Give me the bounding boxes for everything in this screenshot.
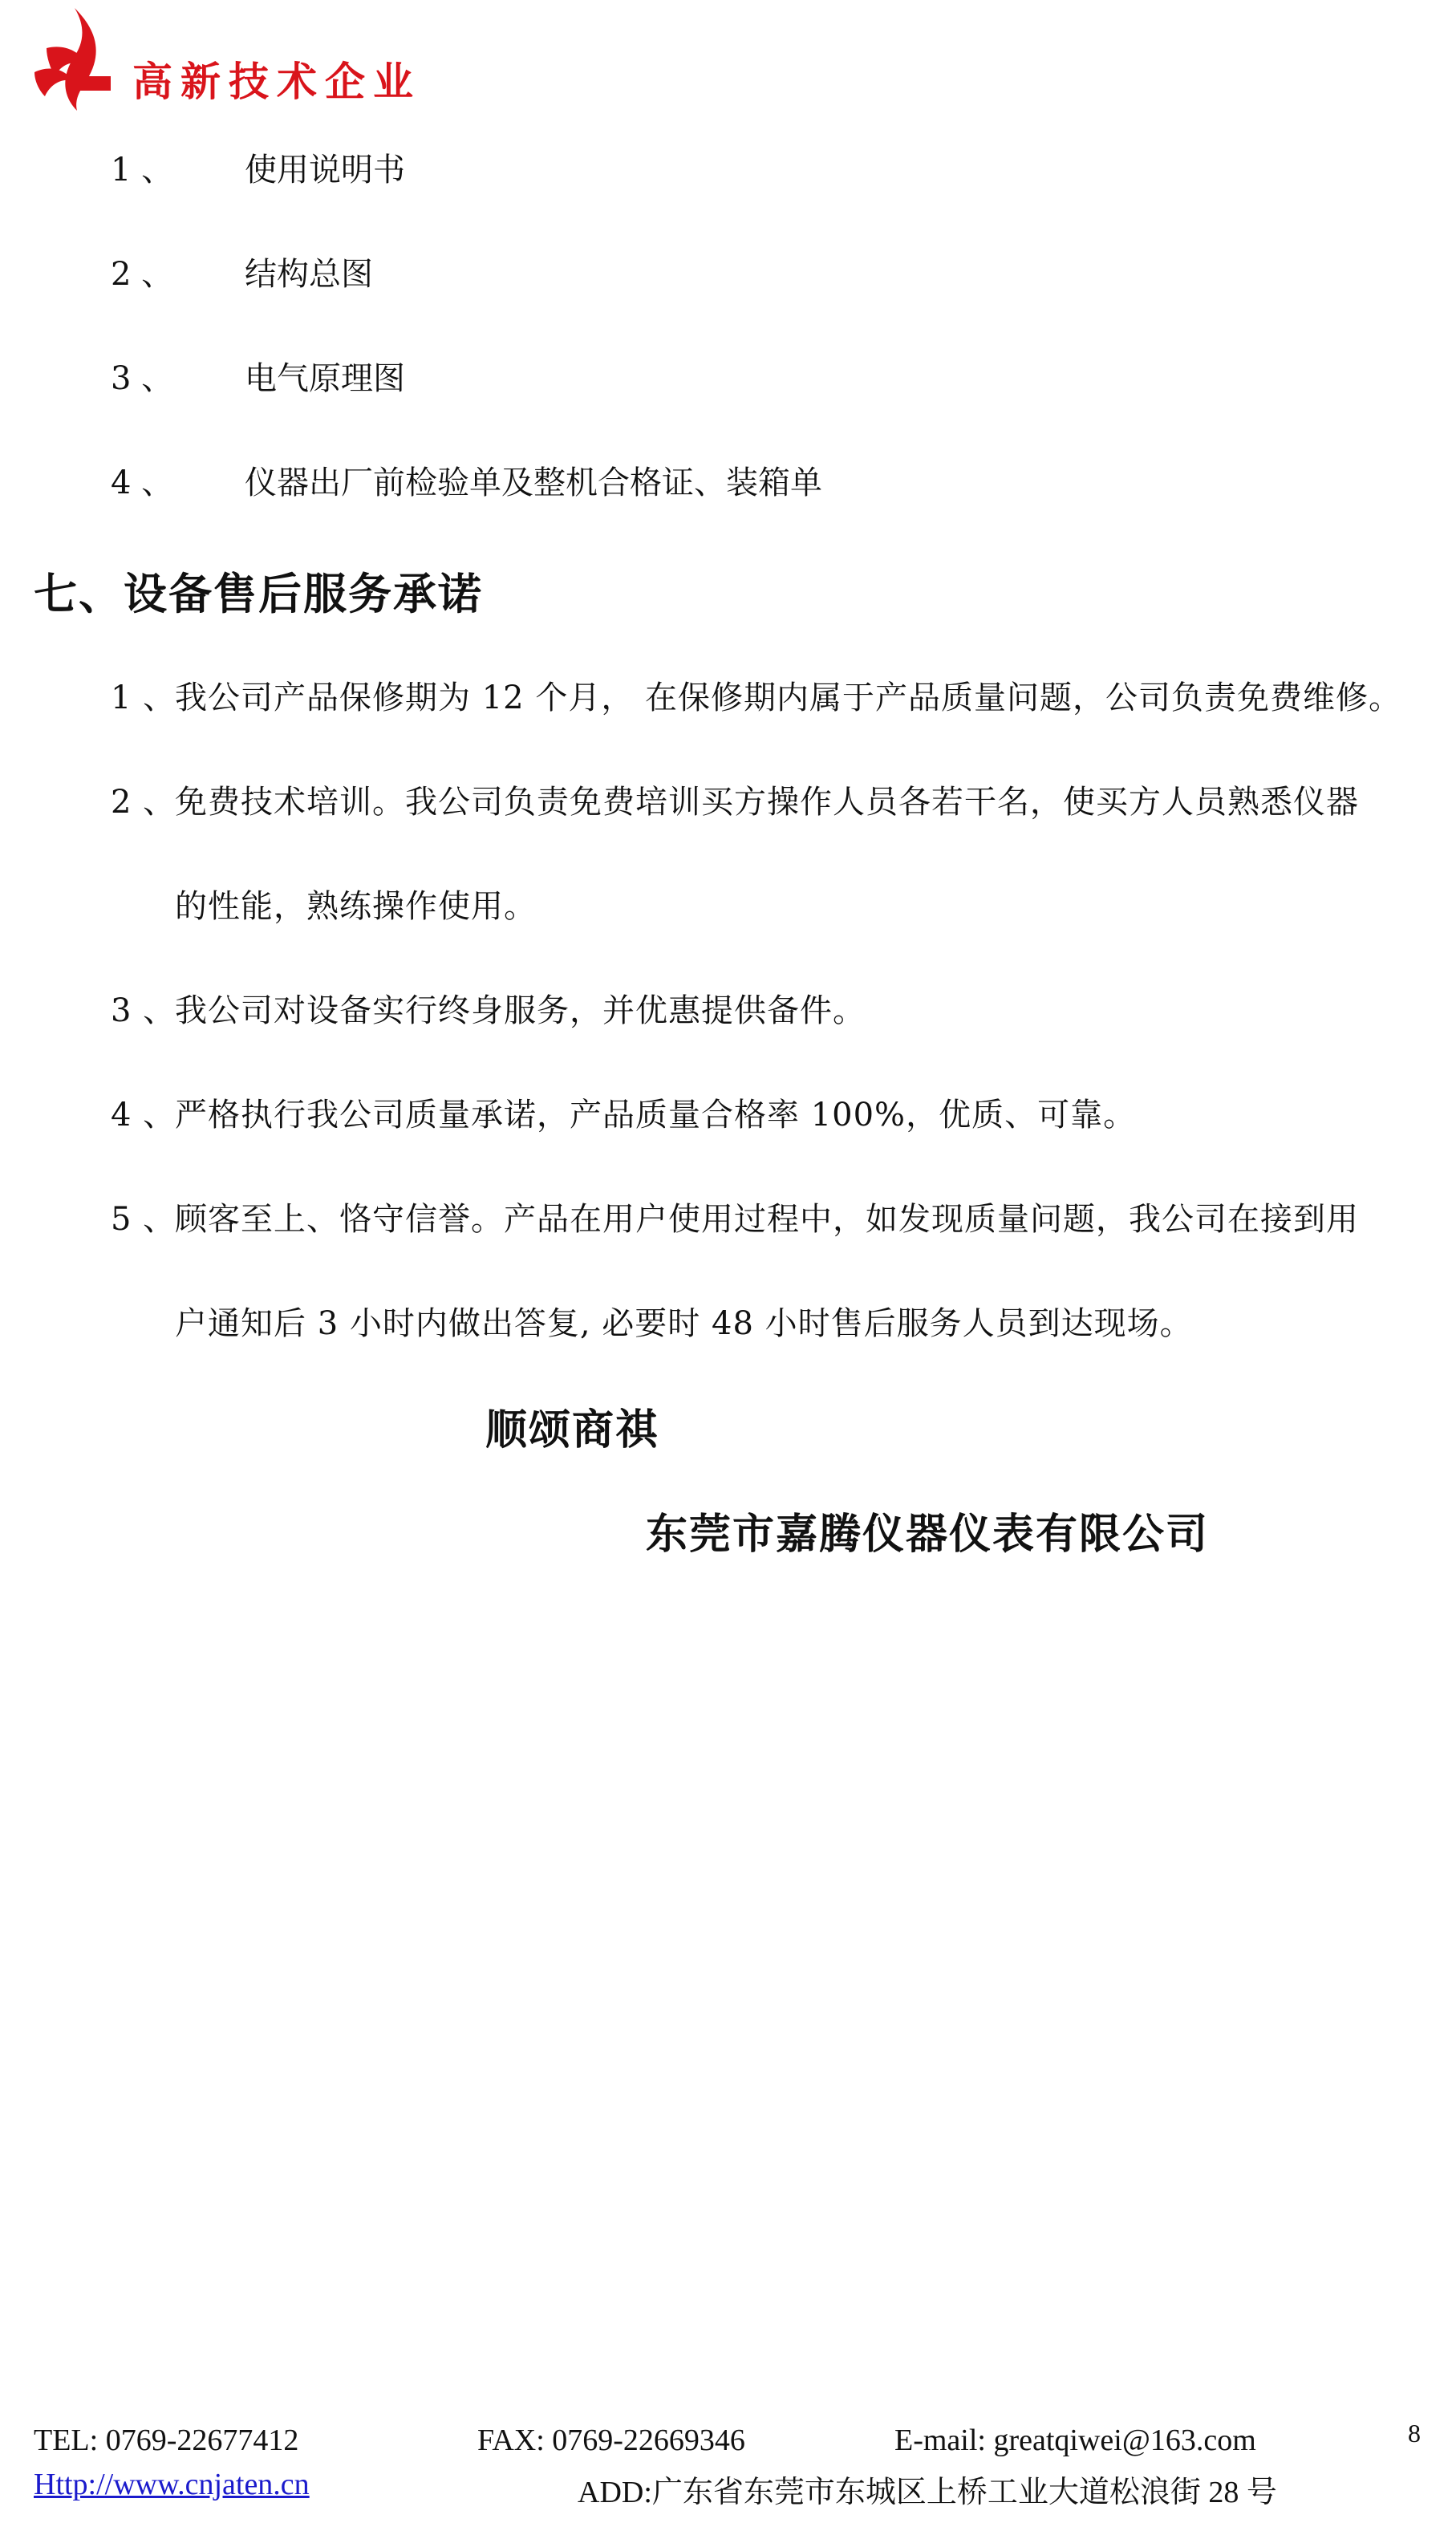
logo-text: 高新技术企业 bbox=[132, 59, 421, 105]
item-text: 我公司产品保修期为 12 个月， 在保修期内属于产品质量问题，公司负责免费维修。 bbox=[175, 679, 1402, 716]
list-item: 使用说明书 bbox=[245, 152, 405, 189]
company-signature: 东莞市嘉腾仪器仪表有限公司 bbox=[646, 1511, 1210, 1559]
footer-tel: TEL: 0769-22677412 bbox=[34, 2424, 299, 2457]
item-text: 严格执行我公司质量承诺，产品质量合格率 100%，优质、可靠。 bbox=[175, 1097, 1137, 1134]
item-number: 4 、 bbox=[111, 1097, 176, 1134]
item-text: 免费技术培训。我公司负责免费培训买方操作人员各若干名，使买方人员熟悉仪器 bbox=[175, 784, 1359, 821]
closing-greeting: 顺颂商祺 bbox=[485, 1406, 659, 1454]
footer-fax: FAX: 0769-22669346 bbox=[477, 2424, 745, 2457]
footer-website-link[interactable]: Http://www.cnjaten.cn bbox=[34, 2468, 310, 2501]
page-number: 8 bbox=[1408, 2419, 1421, 2448]
footer-email[interactable]: E-mail: greatqiwei@163.com bbox=[894, 2424, 1256, 2457]
list-number: 4 、 bbox=[111, 464, 174, 501]
item-number: 2 、 bbox=[111, 784, 176, 821]
list-item: 电气原理图 bbox=[245, 360, 405, 397]
list-item: 结构总图 bbox=[245, 256, 373, 293]
item-text-continued: 的性能，熟练操作使用。 bbox=[175, 888, 537, 925]
item-number: 3 、 bbox=[111, 992, 176, 1029]
list-number: 3 、 bbox=[111, 360, 174, 397]
flame-ribbon-logo-icon bbox=[30, 0, 127, 112]
company-logo bbox=[30, 0, 127, 112]
section-title: 七、设备售后服务承诺 bbox=[34, 569, 483, 619]
item-text: 我公司对设备实行终身服务，并优惠提供备件。 bbox=[175, 992, 866, 1029]
list-item: 仪器出厂前检验单及整机合格证、装箱单 bbox=[245, 464, 822, 501]
list-number: 1 、 bbox=[111, 152, 174, 189]
list-number: 2 、 bbox=[111, 256, 174, 293]
item-number: 5 、 bbox=[111, 1201, 176, 1238]
item-number: 1 、 bbox=[111, 679, 176, 716]
item-text: 顾客至上、恪守信誉。产品在用户使用过程中，如发现质量问题，我公司在接到用 bbox=[175, 1201, 1359, 1238]
footer-address: ADD:广东省东莞市东城区上桥工业大道松浪街 28 号 bbox=[578, 2476, 1277, 2509]
item-text-continued: 户通知后 3 小时内做出答复, 必要时 48 小时售后服务人员到达现场。 bbox=[175, 1305, 1193, 1342]
